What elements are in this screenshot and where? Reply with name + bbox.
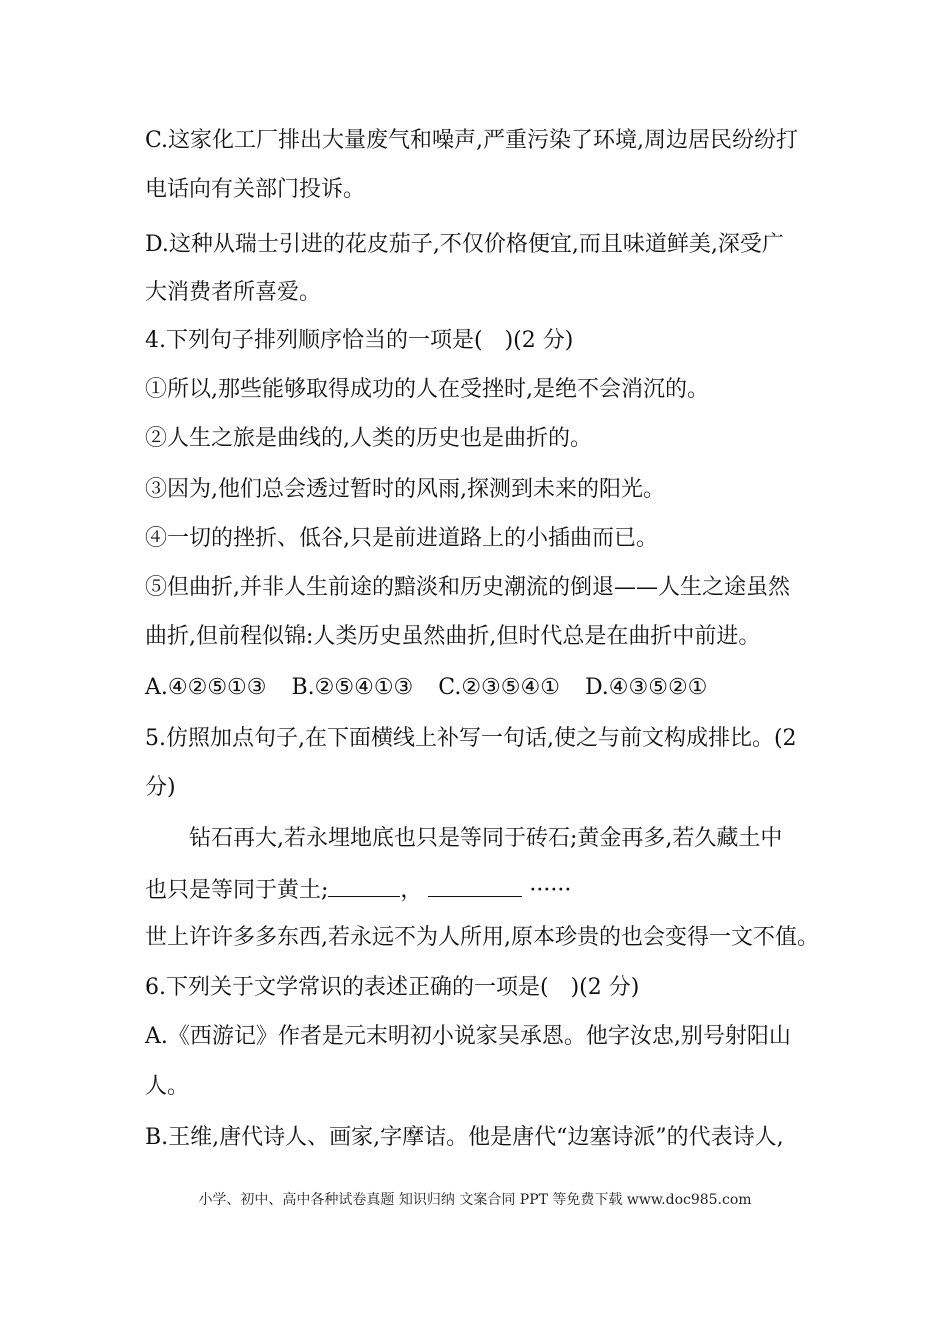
q4-stem: 4.下列句子排列顺序恰当的一项是( )(2 分) xyxy=(145,328,574,353)
q3-option-d-line2: 大消费者所喜爱。 xyxy=(145,280,322,305)
q5-text-line2-sep: ， xyxy=(400,878,423,903)
q4-sentence-3: ③因为,他们总会透过暂时的风雨,探测到未来的阳光。 xyxy=(145,477,665,502)
q4-sentence-1: ①所以,那些能够取得成功的人在受挫时,是绝不会消沉的。 xyxy=(145,377,709,402)
q5-stem-line2: 分) xyxy=(145,775,176,800)
q6-option-a-line1: A.《西游记》作者是元末明初小说家吴承恩。他字汝忠,别号射阳山 xyxy=(145,1024,791,1049)
q4-option-a: A.④②⑤①③ xyxy=(145,675,267,700)
q5-text-line2-prefix: 也只是等同于黄土; xyxy=(145,878,329,903)
q4-sentence-5-line2: 曲折,但前程似锦:人类历史虽然曲折,但时代总是在曲折中前进。 xyxy=(145,624,761,649)
q5-text-line3: 世上许许多多东西,若永远不为人所用,原本珍贵的也会变得一文不值。 xyxy=(145,925,819,950)
q6-stem: 6.下列关于文学常识的表述正确的一项是( )(2 分) xyxy=(145,975,640,1000)
page-footer: 小学、初中、高中各种试卷真题 知识归纳 文案合同 PPT 等免费下载 www.doc985.com xyxy=(198,1192,752,1208)
q4-sentence-5-line1: ⑤但曲折,并非人生前途的黯淡和历史潮流的倒退——人生之途虽然 xyxy=(145,575,790,600)
q5-text-line2 xyxy=(145,874,815,906)
q4-options xyxy=(145,673,815,703)
q5-stem-line1: 5.仿照加点句子,在下面横线上补写一句话,使之与前文构成排比。(2 xyxy=(145,726,797,751)
q5-text-line2-suffix: ······ xyxy=(522,878,572,903)
q3-option-c-line2: 电话向有关部门投诉。 xyxy=(145,177,366,202)
q4-sentence-4: ④一切的挫折、低谷,只是前进道路上的小插曲而已。 xyxy=(145,526,658,551)
q4-option-d: D.④③⑤②① xyxy=(584,675,708,700)
q5-text-line1: 钻石再大,若永埋地底也只是等同于砖石;黄金再多,若久藏土中 xyxy=(189,826,783,851)
q6-option-b-line1: B.王维,唐代诗人、画家,字摩诘。他是唐代“边塞诗派”的代表诗人, xyxy=(145,1125,784,1150)
q4-sentence-2: ②人生之旅是曲线的,人类的历史也是曲折的。 xyxy=(145,426,592,451)
q6-option-a-line2: 人。 xyxy=(145,1074,190,1099)
q4-option-c: C.②③⑤④① xyxy=(438,675,560,700)
q3-option-c-line1: C.这家化工厂排出大量废气和噪声,严重污染了环境,周边居民纷纷打 xyxy=(145,128,799,153)
q5-answer-blank-1[interactable] xyxy=(328,874,400,897)
q4-option-b: B.②⑤④①③ xyxy=(291,675,414,700)
q3-option-d-line1: D.这种从瑞士引进的花皮茄子,不仅价格便宜,而且味道鲜美,深受广 xyxy=(145,232,784,257)
q5-answer-blank-2[interactable] xyxy=(428,874,522,897)
